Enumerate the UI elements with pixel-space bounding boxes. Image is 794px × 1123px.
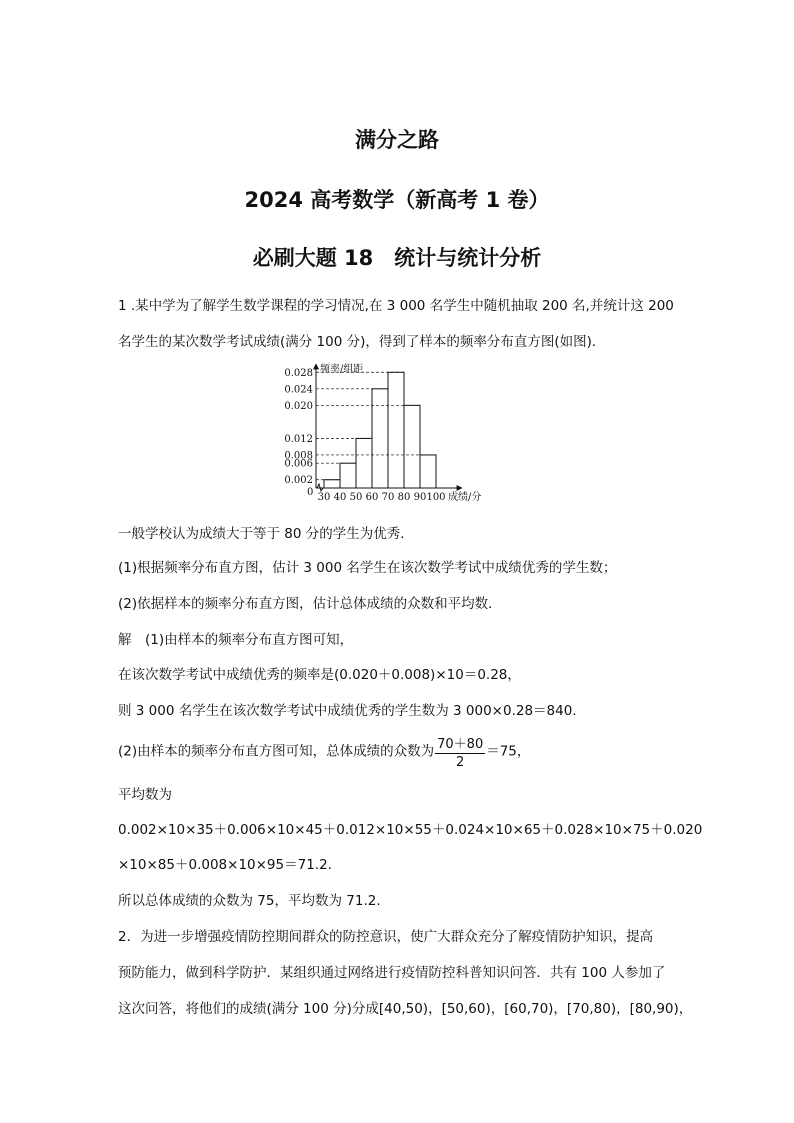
- q1-solution-6: 0.002×10×35＋0.006×10×45＋0.012×10×55＋0.024×10×65＋0.028×10×75＋0.020: [118, 822, 703, 838]
- q1-solution-8: 所以总体成绩的众数为 75，平均数为 71.2.: [118, 893, 381, 909]
- q1-line2: 名学生的某次数学考试成绩(满分 100 分)，得到了样本的频率分布直方图(如图)．: [118, 334, 606, 350]
- q2-line2: 预防能力，做到科学防护．某组织通过网络进行疫情防控科普知识问答．共有 100 人参加了: [118, 965, 666, 981]
- q1-solution-4: [118, 733, 530, 770]
- y-tick-label: 0.028: [284, 367, 313, 379]
- y-tick-label: 0.024: [284, 384, 313, 396]
- x-tick-label: 30: [317, 492, 331, 503]
- fraction-denominator: 2: [456, 755, 465, 770]
- y-axis-label: 频率/组距: [320, 364, 364, 375]
- origin-label: 0: [307, 487, 314, 498]
- frequency-histogram: [276, 360, 516, 505]
- fraction-numerator: 70＋80: [435, 733, 485, 754]
- histogram-bar: [340, 463, 356, 488]
- y-tick-label: 0.002: [284, 475, 313, 487]
- x-tick-label: 70: [381, 492, 395, 503]
- mode-fraction: [435, 733, 485, 770]
- q2-line1: 2．为进一步增强疫情防控期间群众的防控意识，使广大群众充分了解疫情防护知识，提高: [118, 929, 654, 945]
- histogram-bar: [372, 389, 388, 488]
- y-tick-label: 0.020: [284, 400, 313, 412]
- q1-note: 一般学校认为成绩大于等于 80 分的学生为优秀．: [118, 526, 414, 542]
- histogram-bar: [420, 455, 436, 488]
- histogram-bar: [404, 405, 420, 488]
- q1-solution-3: 则 3 000 名学生在该次数学考试中成绩优秀的学生数为 3 000×0.28＝840.: [118, 703, 577, 719]
- x-axis-label: 成绩/分: [448, 492, 482, 503]
- x-tick-label: 100: [426, 492, 446, 503]
- topic-title: 必刷大题 18 统计与统计分析: [252, 246, 542, 270]
- q1-part1: (1)根据频率分布直方图，估计 3 000 名学生在该次数学考试中成绩优秀的学生数；: [118, 560, 617, 576]
- q2-line3: 这次问答，将他们的成绩(满分 100 分)分成[40,50)，[50,60)，[60,70)，[70,80)，[80,90)，: [118, 1001, 693, 1017]
- histogram-bar: [324, 480, 340, 488]
- q1-solution-5: 平均数为: [118, 787, 172, 803]
- histogram-bar: [388, 372, 404, 488]
- q1-solution-1: 解 (1)由样本的频率分布直方图可知，: [118, 632, 354, 648]
- y-tick-label: 0.006: [284, 458, 313, 470]
- x-tick-label: 80: [397, 492, 411, 503]
- x-tick-label: 40: [333, 492, 347, 503]
- q1-part2: (2)依据样本的频率分布直方图，估计总体成绩的众数和平均数．: [118, 596, 502, 612]
- x-tick-label: 90: [413, 492, 427, 503]
- y-tick-label: 0.012: [284, 433, 313, 445]
- series-title: 满分之路: [355, 128, 439, 152]
- q1-solution-7: ×10×85＋0.008×10×95＝71.2.: [118, 857, 332, 873]
- q1-solution-2: 在该次数学考试中成绩优秀的频率是(0.020＋0.008)×10＝0.28，: [118, 667, 521, 683]
- x-tick-label: 60: [365, 492, 379, 503]
- y-tick-label: 0.008: [284, 450, 313, 462]
- exam-title: 2024 高考数学（新高考 1 卷）: [244, 188, 550, 212]
- x-tick-label: 50: [349, 492, 363, 503]
- mode-text-suffix: ＝75，: [486, 743, 531, 760]
- mode-text-prefix: (2)由样本的频率分布直方图可知，总体成绩的众数为: [118, 743, 435, 760]
- q1-line1: 1 .某中学为了解学生数学课程的学习情况,在 3 000 名学生中随机抽取 200 名,并统计这 200: [118, 298, 674, 314]
- histogram-bar: [356, 438, 372, 488]
